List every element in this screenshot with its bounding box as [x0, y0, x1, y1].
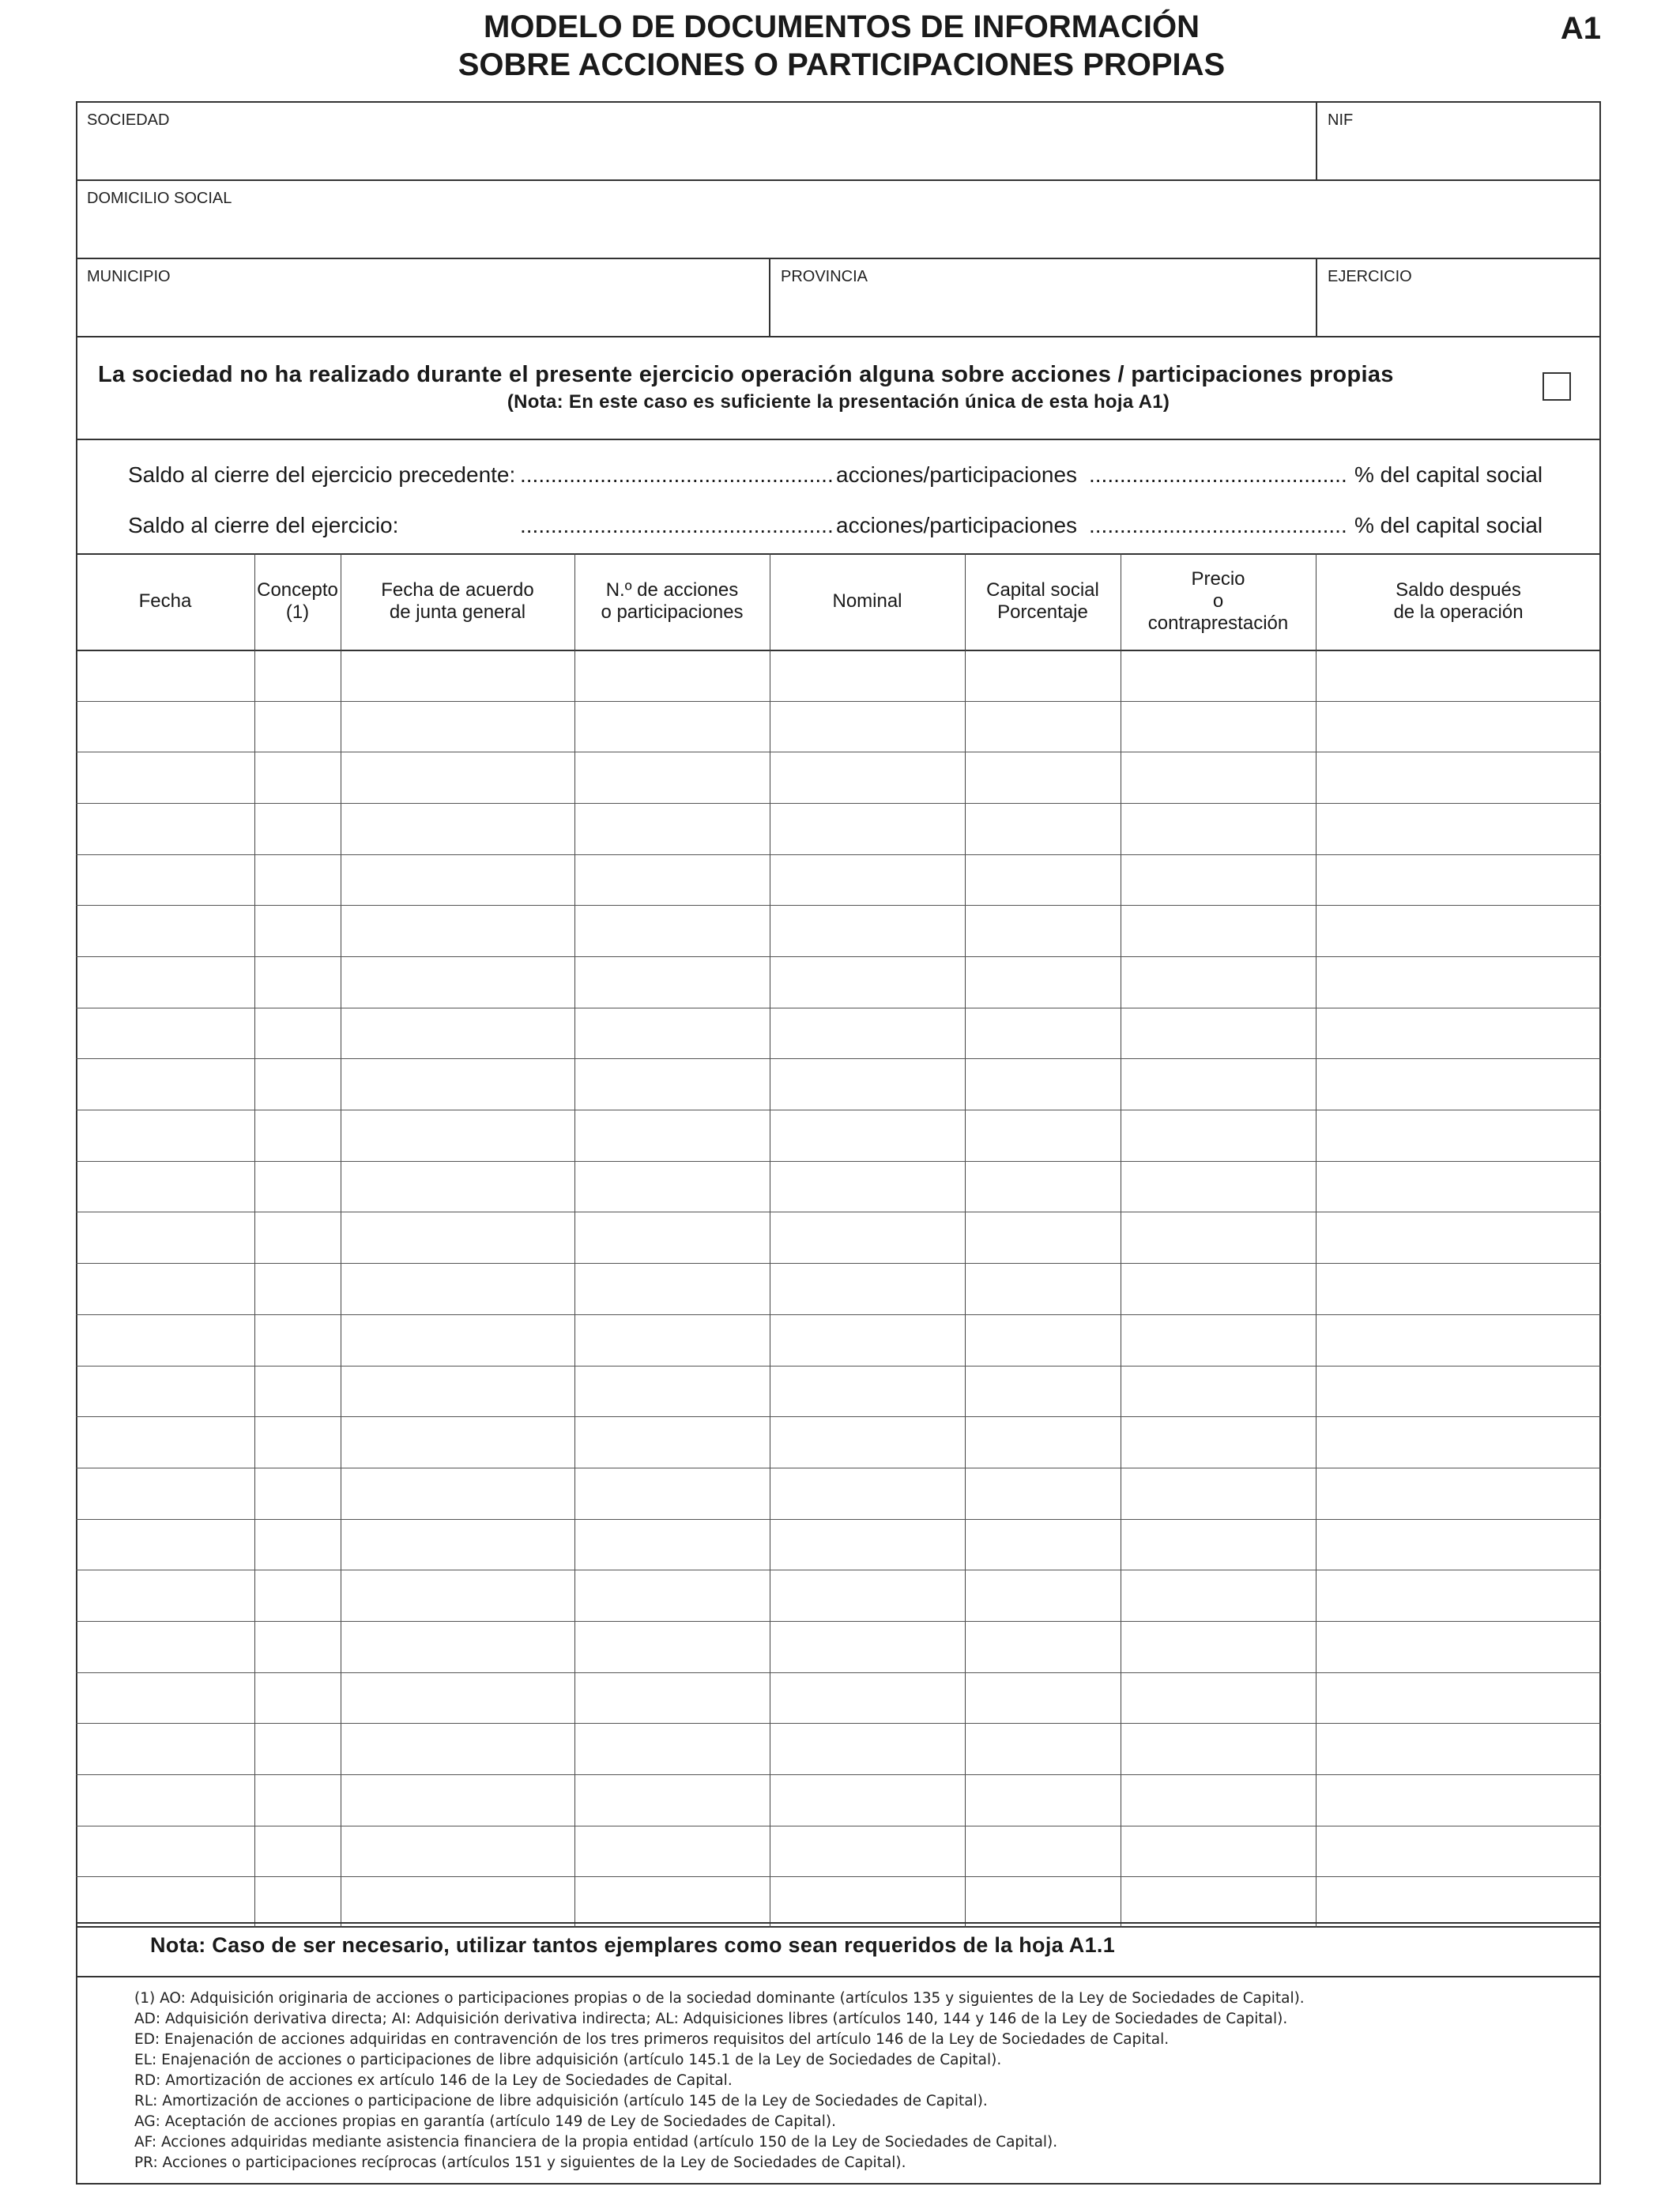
divider	[76, 179, 1601, 181]
column-header-fecha: Fecha	[138, 590, 192, 612]
saldo-precedente-acciones-field[interactable]: ...................................................	[520, 462, 834, 487]
table-row[interactable]	[76, 1416, 1601, 1417]
saldo-ejercicio-acciones-field[interactable]: ...................................................	[520, 513, 834, 537]
declaration-text: La sociedad no ha realizado durante el presente ejercicio operación alguna sobre acciones / participaciones propias	[98, 362, 1394, 387]
no-operations-checkbox[interactable]	[1543, 372, 1571, 401]
form-code: A1	[1560, 11, 1601, 46]
field-municipio[interactable]: MUNICIPIO	[87, 268, 171, 285]
table-row[interactable]	[76, 854, 1601, 855]
table-row[interactable]	[76, 1263, 1601, 1264]
legend-item: AF: Acciones adquiridas mediante asistencia financiera de la propia entidad (artículo 150 de la Ley de Sociedades de Capital).	[134, 2134, 1058, 2151]
divider	[76, 439, 1601, 440]
footer-note: Nota: Caso de ser necesario, utilizar tantos ejemplares como sean requeridos de la hoja A1.1	[150, 1933, 1116, 1957]
saldo-precedente-capital-field[interactable]: ..........................................	[1089, 462, 1347, 487]
acciones-label: acciones/participaciones	[836, 513, 1078, 537]
legend-item: PR: Acciones o participaciones recíprocas (artículos 151 y siguientes de la Ley de Sociedades de Capital).	[134, 2154, 906, 2171]
field-domicilio-social[interactable]: DOMICILIO SOCIAL	[87, 190, 232, 207]
legend-item: ED: Enajenación de acciones adquiridas en contravención de los tres primeros requisitos del artículo 146 de la Ley de Sociedades de Capital.	[134, 2031, 1170, 2048]
table-row[interactable]	[76, 1314, 1601, 1315]
table-row[interactable]	[76, 1774, 1601, 1775]
divider	[76, 336, 1601, 337]
divider	[76, 1976, 1601, 1977]
field-nif[interactable]: NIF	[1328, 111, 1354, 129]
legend-item: AG: Aceptación de acciones propias en garantía (artículo 149 de Ley de Sociedades de Capital).	[134, 2113, 836, 2130]
divider	[769, 258, 770, 336]
column-header-nominal: Nominal	[832, 590, 902, 612]
field-sociedad[interactable]: SOCIEDAD	[87, 111, 170, 129]
page-title	[77, 8, 1607, 84]
legend-item: (1) AO: Adquisición originaria de acciones o participaciones propias o de la sociedad dominante (artículos 135 y siguientes de la Ley de Sociedades de Capital).	[134, 1990, 1305, 2007]
column-divider	[574, 553, 575, 1928]
column-header-saldo-despues: Saldo después de la operación	[1393, 579, 1524, 623]
declaration-note: (Nota: En este caso es suficiente la presentación única de esta hoja A1)	[507, 391, 1170, 413]
table-row[interactable]	[76, 803, 1601, 804]
title-line-1: MODELO DE DOCUMENTOS DE INFORMACIÓN	[484, 9, 1200, 44]
column-header-capital-social: Capital social Porcentaje	[986, 579, 1099, 623]
column-header-num-acciones: N.º de acciones o participaciones	[601, 579, 744, 623]
capital-label: % del capital social	[1354, 462, 1543, 487]
legend-item: RL: Amortización de acciones o participacione de libre adquisición (artículo 145 de la Ley de Sociedades de Capital).	[134, 2093, 988, 2109]
field-provincia[interactable]: PROVINCIA	[781, 268, 868, 285]
table-row[interactable]	[76, 905, 1601, 906]
table-row[interactable]	[76, 1519, 1601, 1520]
table-row[interactable]	[76, 1672, 1601, 1673]
column-divider	[254, 553, 255, 1928]
capital-label: % del capital social	[1354, 513, 1543, 537]
column-divider	[965, 553, 966, 1928]
saldo-ejercicio-label: Saldo al cierre del ejercicio:	[128, 513, 399, 537]
column-header-concepto: Concepto (1)	[257, 579, 338, 623]
table-row[interactable]	[76, 1366, 1601, 1367]
table-row[interactable]	[76, 1876, 1601, 1877]
field-ejercicio[interactable]: EJERCICIO	[1328, 268, 1412, 285]
column-divider	[1316, 553, 1317, 1928]
legend-item: EL: Enajenación de acciones o participaciones de libre adquisición (artículo 145.1 de la Ley de Sociedades de Capital).	[134, 2052, 1002, 2068]
table-row[interactable]	[76, 701, 1601, 702]
column-header-precio: Precio o contraprestación	[1147, 568, 1289, 634]
table-row[interactable]	[76, 1621, 1601, 1622]
divider	[1316, 258, 1317, 336]
table-row[interactable]	[76, 956, 1601, 957]
column-header-fecha-acuerdo: Fecha de acuerdo de junta general	[381, 579, 534, 623]
divider	[1316, 101, 1317, 179]
title-line-2: SOBRE ACCIONES O PARTICIPACIONES PROPIAS	[458, 47, 1226, 82]
table-row[interactable]	[76, 1723, 1601, 1724]
concept-legend	[134, 1989, 1305, 2173]
saldo-precedente-label: Saldo al cierre del ejercicio precedente:	[128, 462, 516, 487]
table-row[interactable]	[76, 1161, 1601, 1162]
saldo-ejercicio-capital-field[interactable]: ..........................................	[1089, 513, 1347, 537]
acciones-label: acciones/participaciones	[836, 462, 1078, 487]
legend-item: RD: Amortización de acciones ex artículo 146 de la Ley de Sociedades de Capital.	[134, 2072, 733, 2089]
divider	[76, 650, 1601, 651]
legend-item: AD: Adquisición derivativa directa; AI: Adquisición derivativa indirecta; AL: Adquisiciones libres (artículos 140, 144 y 146 de la Ley de Sociedades de Capital).	[134, 2011, 1288, 2027]
divider	[76, 258, 1601, 259]
table-row[interactable]	[76, 1058, 1601, 1059]
